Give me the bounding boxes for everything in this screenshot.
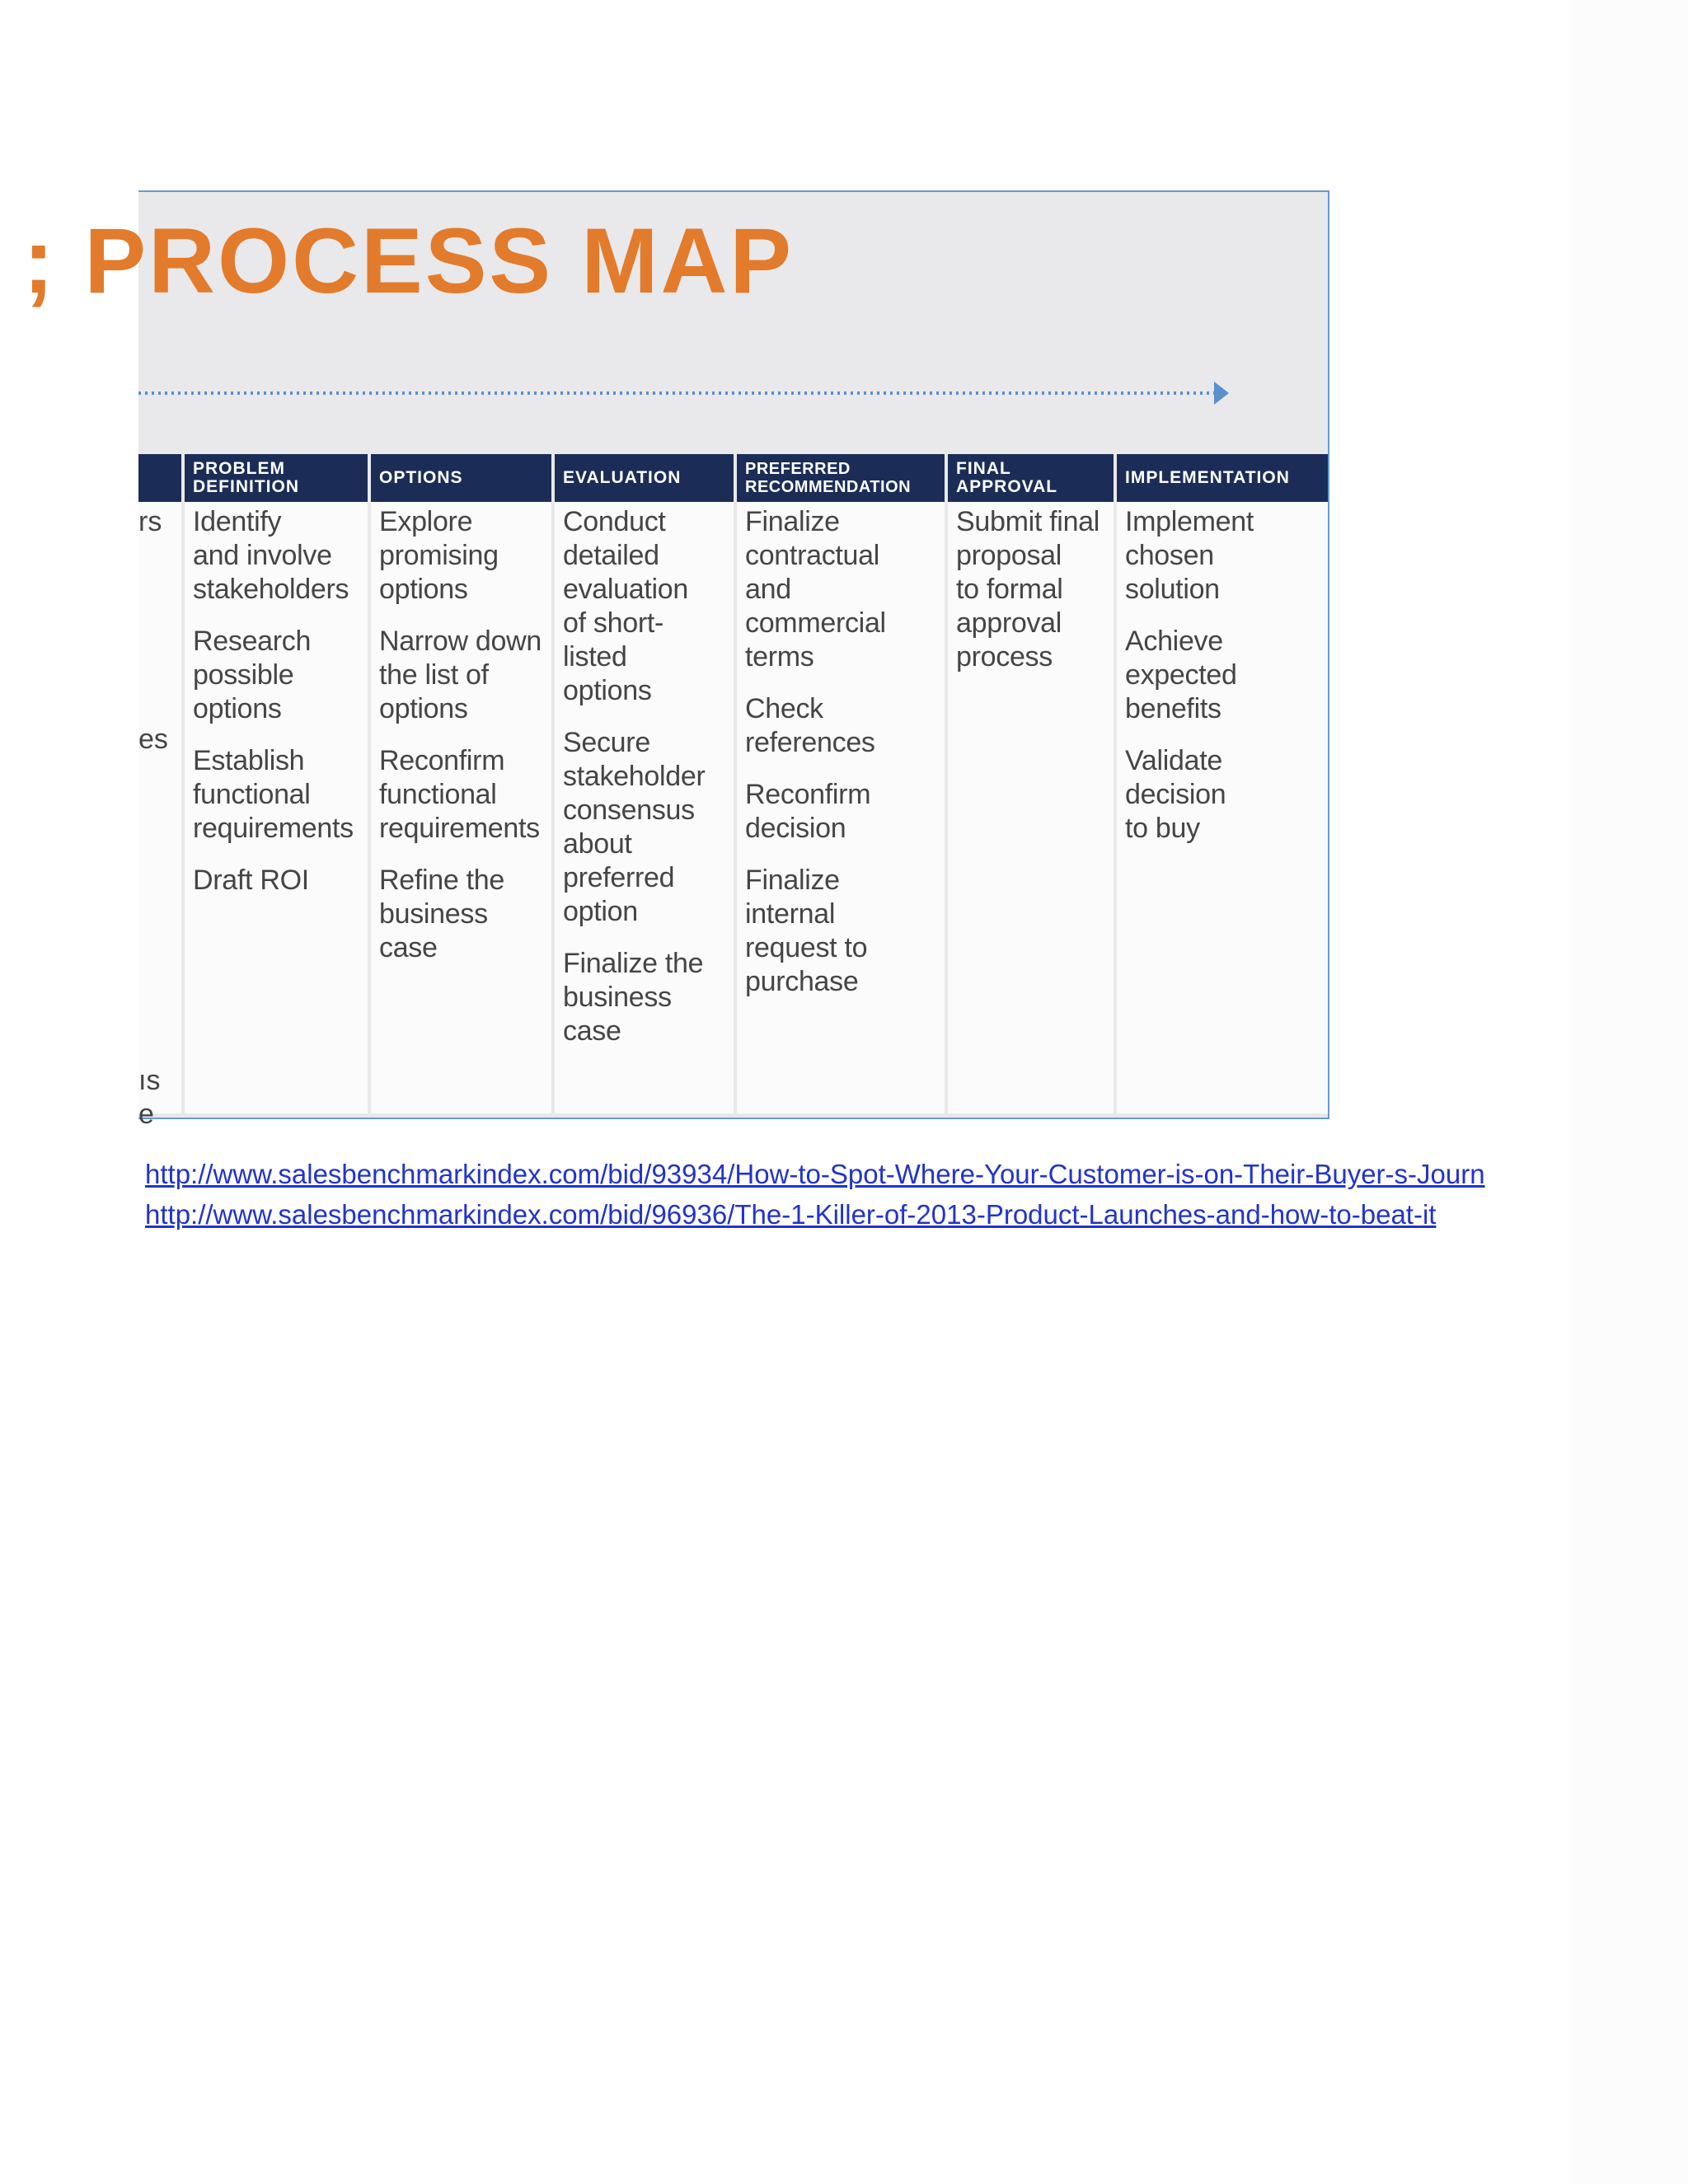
step-item: Draft ROI <box>193 865 309 896</box>
step-item: Refine the business case <box>379 865 504 963</box>
step-item: Explore promising options <box>379 506 499 605</box>
step-item: Research possible options <box>193 626 312 724</box>
cut-column-header <box>138 454 181 502</box>
column-problem-definition <box>185 454 368 1113</box>
step-item: Check references <box>745 693 875 758</box>
column-header: PROBLEM DEFINITION <box>185 454 368 502</box>
column-body <box>737 502 945 1113</box>
step-item: Reconfirm functional requirements <box>379 745 540 844</box>
column-options <box>371 454 551 1113</box>
step-item: Reconfirm decision <box>745 779 871 844</box>
column-body <box>371 502 551 1113</box>
step-item: Finalize contractual and commercial terms <box>745 506 886 673</box>
cut-fragment: rs <box>138 506 162 537</box>
process-map-figure <box>23 190 1329 1130</box>
step-item: Secure stakeholder consensus about preferred option <box>563 727 706 927</box>
step-item: Establish functional requirements <box>193 745 354 844</box>
column-header: EVALUATION <box>555 454 734 502</box>
figure-title: ; PROCESS MAP <box>23 209 795 312</box>
cut-fragment: ıs <box>138 1065 161 1096</box>
column-body <box>948 502 1114 1113</box>
column-body <box>1117 502 1328 1113</box>
page-edge <box>1570 0 1688 2184</box>
column-header: OPTIONS <box>371 454 551 502</box>
reference-links <box>145 1154 1485 1235</box>
column-header: FINAL APPROVAL <box>948 454 1114 502</box>
step-item: Identify and involve stakeholders <box>193 506 349 605</box>
column-preferred-recommendation <box>737 454 945 1113</box>
reference-link[interactable]: http://www.salesbenchmarkindex.com/bid/93934/How-to-Spot-Where-Your-Customer-is-on-Their-Buyer-s-Journ <box>145 1159 1485 1189</box>
column-header: PREFERRED RECOMMENDATION <box>737 454 945 502</box>
column-implementation <box>1117 454 1328 1113</box>
cut-column <box>138 454 181 1130</box>
step-item: Conduct detailed evaluation of short- listed options <box>563 506 689 706</box>
column-header: IMPLEMENTATION <box>1117 454 1328 502</box>
column-body <box>555 502 734 1113</box>
cut-column-body <box>138 502 181 1130</box>
step-item: Implement chosen solution <box>1125 506 1254 605</box>
step-item: Narrow down the list of options <box>379 626 542 724</box>
reference-link[interactable]: http://www.salesbenchmarkindex.com/bid/96936/The-1-Killer-of-2013-Product-Launches-and-how-to-beat-it <box>145 1199 1437 1230</box>
process-table <box>138 192 1328 1130</box>
cut-fragment: e <box>138 1099 154 1130</box>
step-item: Achieve expected benefits <box>1125 626 1237 724</box>
step-item: Finalize the business case <box>563 948 704 1047</box>
column-final-approval <box>948 454 1114 1113</box>
cut-fragment: es <box>138 724 168 755</box>
step-item: Validate decision to buy <box>1125 745 1226 844</box>
step-item: Finalize internal request to purchase <box>745 865 868 997</box>
column-body <box>185 502 368 1113</box>
column-evaluation <box>555 454 734 1113</box>
step-item: Submit final proposal to formal approval process <box>956 506 1100 673</box>
